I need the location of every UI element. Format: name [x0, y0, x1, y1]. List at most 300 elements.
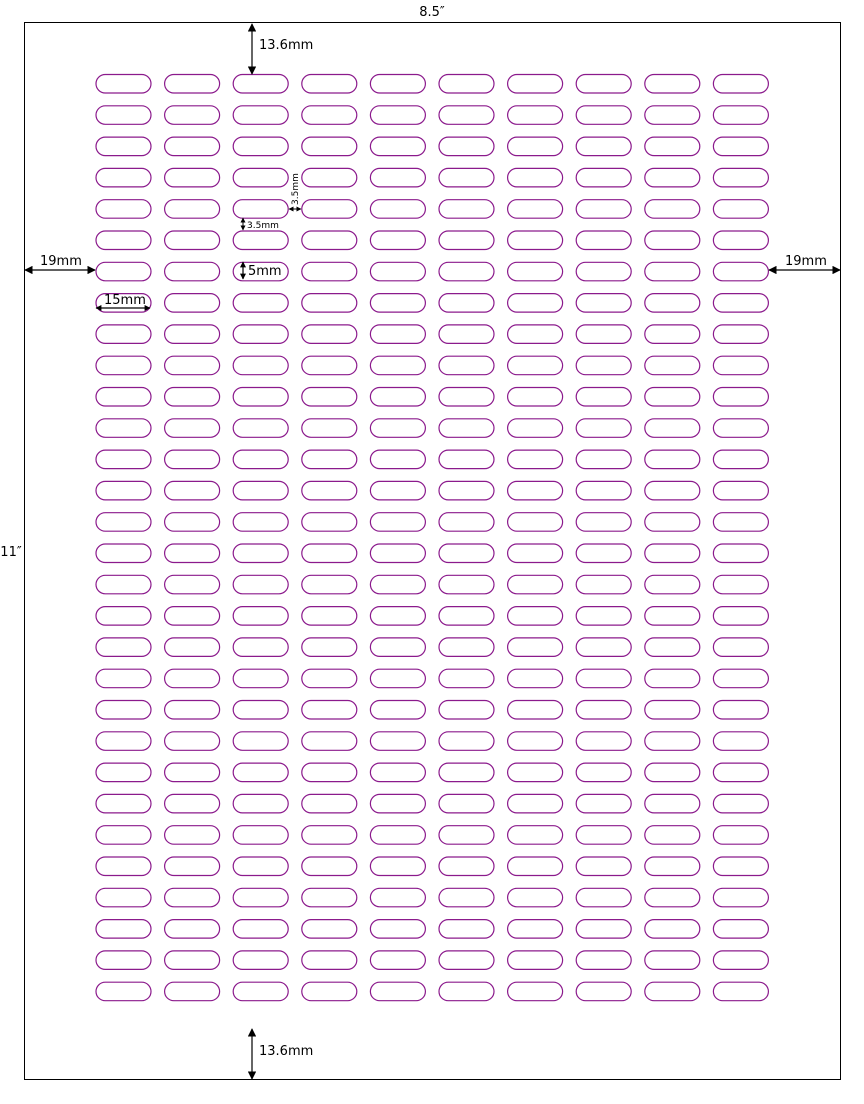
label-outline	[645, 388, 700, 407]
label-outline	[508, 607, 563, 626]
label-outline	[645, 669, 700, 688]
label-outline	[439, 575, 494, 594]
label-outline	[96, 450, 151, 469]
label-outline	[302, 763, 357, 782]
label-outline	[165, 701, 220, 720]
label-outline	[370, 356, 425, 375]
label-outline	[165, 200, 220, 219]
label-outline	[576, 262, 631, 281]
label-outline	[165, 75, 220, 94]
label-outline	[96, 75, 151, 94]
label-outline	[302, 450, 357, 469]
sheet-height-label: 11″	[0, 545, 22, 560]
label-outline	[713, 294, 768, 313]
label-outline	[576, 419, 631, 438]
label-outline	[576, 920, 631, 939]
label-outline	[96, 388, 151, 407]
label-outline	[370, 951, 425, 970]
label-outline	[576, 75, 631, 94]
label-outline	[96, 544, 151, 563]
label-outline	[439, 826, 494, 845]
label-outline	[302, 920, 357, 939]
label-outline	[439, 356, 494, 375]
label-outline	[233, 638, 288, 657]
label-outline	[645, 168, 700, 187]
label-outline	[165, 669, 220, 688]
label-outline	[645, 262, 700, 281]
label-outline	[508, 388, 563, 407]
label-outline	[233, 669, 288, 688]
label-outline	[508, 481, 563, 500]
label-outline	[645, 857, 700, 876]
label-outline	[713, 544, 768, 563]
label-outline	[370, 638, 425, 657]
label-outline	[713, 607, 768, 626]
top-margin-label: 13.6mm	[259, 38, 314, 53]
label-outline	[508, 638, 563, 657]
label-outline	[713, 137, 768, 156]
label-outline	[713, 982, 768, 1001]
label-outline	[439, 701, 494, 720]
label-outline	[370, 419, 425, 438]
label-outline	[439, 106, 494, 125]
label-outline	[233, 231, 288, 250]
label-outline	[645, 481, 700, 500]
vertical-gap-label: 3.5mm	[247, 221, 279, 231]
label-outline	[508, 826, 563, 845]
label-outline	[645, 638, 700, 657]
label-outline	[96, 262, 151, 281]
label-outline	[576, 137, 631, 156]
label-outline	[233, 920, 288, 939]
label-outline	[165, 794, 220, 813]
label-outline	[96, 857, 151, 876]
label-outline	[302, 75, 357, 94]
label-outline	[233, 294, 288, 313]
label-outline	[165, 544, 220, 563]
label-outline	[713, 888, 768, 907]
label-outline	[645, 920, 700, 939]
label-outline	[96, 325, 151, 344]
label-outline	[233, 200, 288, 219]
label-outline	[508, 669, 563, 688]
label-outline	[576, 951, 631, 970]
label-outline	[302, 888, 357, 907]
label-outline	[713, 763, 768, 782]
label-outline	[645, 231, 700, 250]
label-outline	[439, 732, 494, 751]
label-outline	[645, 137, 700, 156]
label-outline	[439, 951, 494, 970]
label-outline	[713, 826, 768, 845]
label-outline	[302, 137, 357, 156]
label-outline	[233, 388, 288, 407]
label-outline	[96, 231, 151, 250]
label-height-label: 5mm	[248, 264, 282, 279]
label-outline	[370, 763, 425, 782]
label-outline	[508, 888, 563, 907]
label-outline	[576, 481, 631, 500]
label-outline	[165, 106, 220, 125]
label-outline	[165, 513, 220, 532]
label-outline	[576, 763, 631, 782]
label-outline	[713, 857, 768, 876]
label-outline	[439, 607, 494, 626]
label-outline	[576, 794, 631, 813]
label-outline	[165, 638, 220, 657]
label-outline	[165, 607, 220, 626]
label-outline	[96, 826, 151, 845]
label-outline	[302, 638, 357, 657]
label-outline	[302, 826, 357, 845]
label-outline	[508, 763, 563, 782]
label-outline	[508, 356, 563, 375]
label-outline	[370, 575, 425, 594]
label-outline	[233, 857, 288, 876]
label-outline	[439, 75, 494, 94]
label-outline	[645, 763, 700, 782]
label-outline	[645, 75, 700, 94]
label-outline	[576, 888, 631, 907]
label-outline	[96, 356, 151, 375]
label-outline	[233, 137, 288, 156]
label-outline	[96, 137, 151, 156]
label-outline	[713, 200, 768, 219]
label-outline	[233, 951, 288, 970]
label-outline	[645, 419, 700, 438]
label-outline	[645, 294, 700, 313]
label-outline	[96, 732, 151, 751]
label-outline	[96, 168, 151, 187]
label-outline	[165, 325, 220, 344]
label-outline	[713, 231, 768, 250]
label-outline	[645, 106, 700, 125]
label-outline	[96, 575, 151, 594]
label-outline	[302, 168, 357, 187]
label-outline	[302, 732, 357, 751]
label-outline	[576, 607, 631, 626]
label-outline	[508, 513, 563, 532]
label-outline	[165, 450, 220, 469]
label-outline	[645, 325, 700, 344]
label-outline	[302, 951, 357, 970]
label-outline	[233, 356, 288, 375]
label-outline	[576, 356, 631, 375]
label-outline	[370, 168, 425, 187]
label-outline	[233, 732, 288, 751]
right-margin-label: 19mm	[785, 254, 827, 269]
label-outline	[713, 513, 768, 532]
label-outline	[576, 325, 631, 344]
label-outline	[508, 419, 563, 438]
label-outline	[645, 544, 700, 563]
label-outline	[576, 200, 631, 219]
label-outline	[439, 262, 494, 281]
label-outline	[508, 920, 563, 939]
label-outline	[508, 450, 563, 469]
label-outline	[576, 544, 631, 563]
label-outline	[439, 200, 494, 219]
label-outline	[713, 575, 768, 594]
label-outline	[713, 419, 768, 438]
label-outline	[302, 200, 357, 219]
label-outline	[370, 231, 425, 250]
bottom-margin-label: 13.6mm	[259, 1044, 314, 1059]
label-outline	[439, 544, 494, 563]
label-outline	[508, 137, 563, 156]
label-outline	[302, 544, 357, 563]
label-outline	[508, 732, 563, 751]
label-outline	[96, 951, 151, 970]
label-outline	[233, 763, 288, 782]
label-outline	[370, 200, 425, 219]
label-outline	[439, 763, 494, 782]
label-outline	[645, 982, 700, 1001]
label-outline	[96, 200, 151, 219]
label-outline	[165, 982, 220, 1001]
label-outline	[439, 638, 494, 657]
label-outline	[96, 481, 151, 500]
label-outline	[508, 294, 563, 313]
label-outline	[233, 450, 288, 469]
label-outline	[576, 826, 631, 845]
label-outline	[302, 857, 357, 876]
label-outline	[165, 732, 220, 751]
label-outline	[370, 888, 425, 907]
label-outline	[96, 763, 151, 782]
label-outline	[576, 168, 631, 187]
label-outline	[713, 638, 768, 657]
label-outline	[165, 231, 220, 250]
label-outline	[576, 732, 631, 751]
label-outline	[165, 951, 220, 970]
label-outline	[439, 325, 494, 344]
label-outline	[713, 951, 768, 970]
label-outline	[576, 701, 631, 720]
label-outline	[165, 388, 220, 407]
label-outline	[302, 294, 357, 313]
label-outline	[302, 388, 357, 407]
label-outline	[713, 356, 768, 375]
label-outline	[302, 982, 357, 1001]
label-outline	[439, 419, 494, 438]
label-outline	[576, 857, 631, 876]
label-outline	[713, 450, 768, 469]
label-outline	[576, 450, 631, 469]
label-outline	[165, 575, 220, 594]
label-outline	[576, 294, 631, 313]
label-width-label: 15mm	[104, 293, 146, 308]
label-outline	[713, 481, 768, 500]
label-outline	[165, 137, 220, 156]
label-outline	[508, 168, 563, 187]
label-outline	[508, 857, 563, 876]
label-outline	[96, 669, 151, 688]
label-outline	[508, 75, 563, 94]
label-outline	[165, 356, 220, 375]
label-outline	[370, 388, 425, 407]
label-outline	[233, 544, 288, 563]
label-outline	[508, 544, 563, 563]
label-outline	[645, 794, 700, 813]
label-outline	[370, 732, 425, 751]
label-outline	[370, 701, 425, 720]
label-outline	[576, 513, 631, 532]
label-outline	[439, 450, 494, 469]
label-outline	[439, 513, 494, 532]
label-outline	[713, 669, 768, 688]
label-outline	[508, 982, 563, 1001]
label-outline	[645, 356, 700, 375]
label-outline	[96, 701, 151, 720]
label-outline	[96, 419, 151, 438]
label-outline	[576, 982, 631, 1001]
label-outline	[233, 982, 288, 1001]
label-outline	[302, 325, 357, 344]
label-outline	[233, 888, 288, 907]
label-outline	[96, 920, 151, 939]
label-outline	[96, 106, 151, 125]
label-outline	[165, 168, 220, 187]
label-outline	[233, 481, 288, 500]
label-outline	[165, 826, 220, 845]
label-outline	[713, 262, 768, 281]
label-outline	[713, 732, 768, 751]
label-outline	[302, 106, 357, 125]
label-outline	[165, 294, 220, 313]
label-outline	[302, 419, 357, 438]
label-outline	[302, 262, 357, 281]
label-outline	[645, 450, 700, 469]
label-outline	[576, 388, 631, 407]
label-outline	[370, 826, 425, 845]
label-outline	[645, 200, 700, 219]
label-outline	[508, 200, 563, 219]
label-outline	[576, 638, 631, 657]
label-outline	[439, 669, 494, 688]
label-outline	[439, 794, 494, 813]
label-outline	[96, 982, 151, 1001]
label-outline	[439, 888, 494, 907]
label-outline	[302, 481, 357, 500]
label-outline	[233, 575, 288, 594]
label-outline	[370, 669, 425, 688]
label-outline	[302, 513, 357, 532]
label-outline	[645, 951, 700, 970]
label-outline	[96, 888, 151, 907]
label-outline	[439, 137, 494, 156]
label-outline	[370, 607, 425, 626]
label-outline	[302, 575, 357, 594]
label-outline	[713, 75, 768, 94]
label-outline	[165, 888, 220, 907]
label-outline	[233, 794, 288, 813]
label-outline	[508, 794, 563, 813]
label-outline	[439, 481, 494, 500]
label-outline	[370, 513, 425, 532]
label-outline	[508, 701, 563, 720]
label-outline	[370, 75, 425, 94]
label-outline	[645, 513, 700, 532]
label-outline	[370, 137, 425, 156]
label-outline	[439, 294, 494, 313]
label-outline	[439, 920, 494, 939]
label-outline	[370, 794, 425, 813]
label-outline	[439, 388, 494, 407]
label-outline	[439, 857, 494, 876]
label-outline	[302, 794, 357, 813]
label-outline	[439, 231, 494, 250]
label-outline	[713, 388, 768, 407]
label-outline	[576, 231, 631, 250]
label-outline	[165, 262, 220, 281]
label-outline	[576, 106, 631, 125]
label-outline	[370, 982, 425, 1001]
label-outline	[713, 701, 768, 720]
label-outline	[165, 763, 220, 782]
label-outline	[233, 701, 288, 720]
label-outline	[233, 75, 288, 94]
label-outline	[96, 794, 151, 813]
label-outline	[576, 669, 631, 688]
label-outline	[508, 325, 563, 344]
label-outline	[508, 231, 563, 250]
label-outline	[165, 481, 220, 500]
label-outline	[233, 826, 288, 845]
label-outline	[645, 575, 700, 594]
label-outline	[233, 513, 288, 532]
label-outline	[370, 481, 425, 500]
label-outline	[370, 450, 425, 469]
label-outline	[233, 168, 288, 187]
label-outline	[508, 262, 563, 281]
label-outline	[96, 607, 151, 626]
label-grid	[96, 75, 768, 1001]
label-outline	[645, 701, 700, 720]
label-outline	[302, 356, 357, 375]
label-outline	[713, 168, 768, 187]
label-outline	[302, 231, 357, 250]
label-outline	[302, 607, 357, 626]
label-outline	[508, 951, 563, 970]
label-outline	[233, 106, 288, 125]
label-outline	[508, 575, 563, 594]
label-outline	[233, 325, 288, 344]
label-outline	[370, 106, 425, 125]
label-outline	[645, 732, 700, 751]
label-outline	[370, 920, 425, 939]
label-outline	[370, 325, 425, 344]
label-outline	[508, 106, 563, 125]
sheet-width-label: 8.5″	[419, 5, 445, 20]
label-outline	[370, 262, 425, 281]
label-outline	[713, 794, 768, 813]
label-outline	[302, 701, 357, 720]
label-outline	[165, 857, 220, 876]
label-outline	[233, 607, 288, 626]
label-outline	[713, 325, 768, 344]
label-outline	[370, 294, 425, 313]
label-outline	[645, 607, 700, 626]
label-outline	[645, 826, 700, 845]
label-outline	[713, 106, 768, 125]
horizontal-gap-label: 3.5mm	[291, 173, 301, 205]
label-outline	[233, 419, 288, 438]
label-outline	[439, 982, 494, 1001]
label-outline	[370, 857, 425, 876]
left-margin-label: 19mm	[40, 254, 82, 269]
label-outline	[96, 638, 151, 657]
